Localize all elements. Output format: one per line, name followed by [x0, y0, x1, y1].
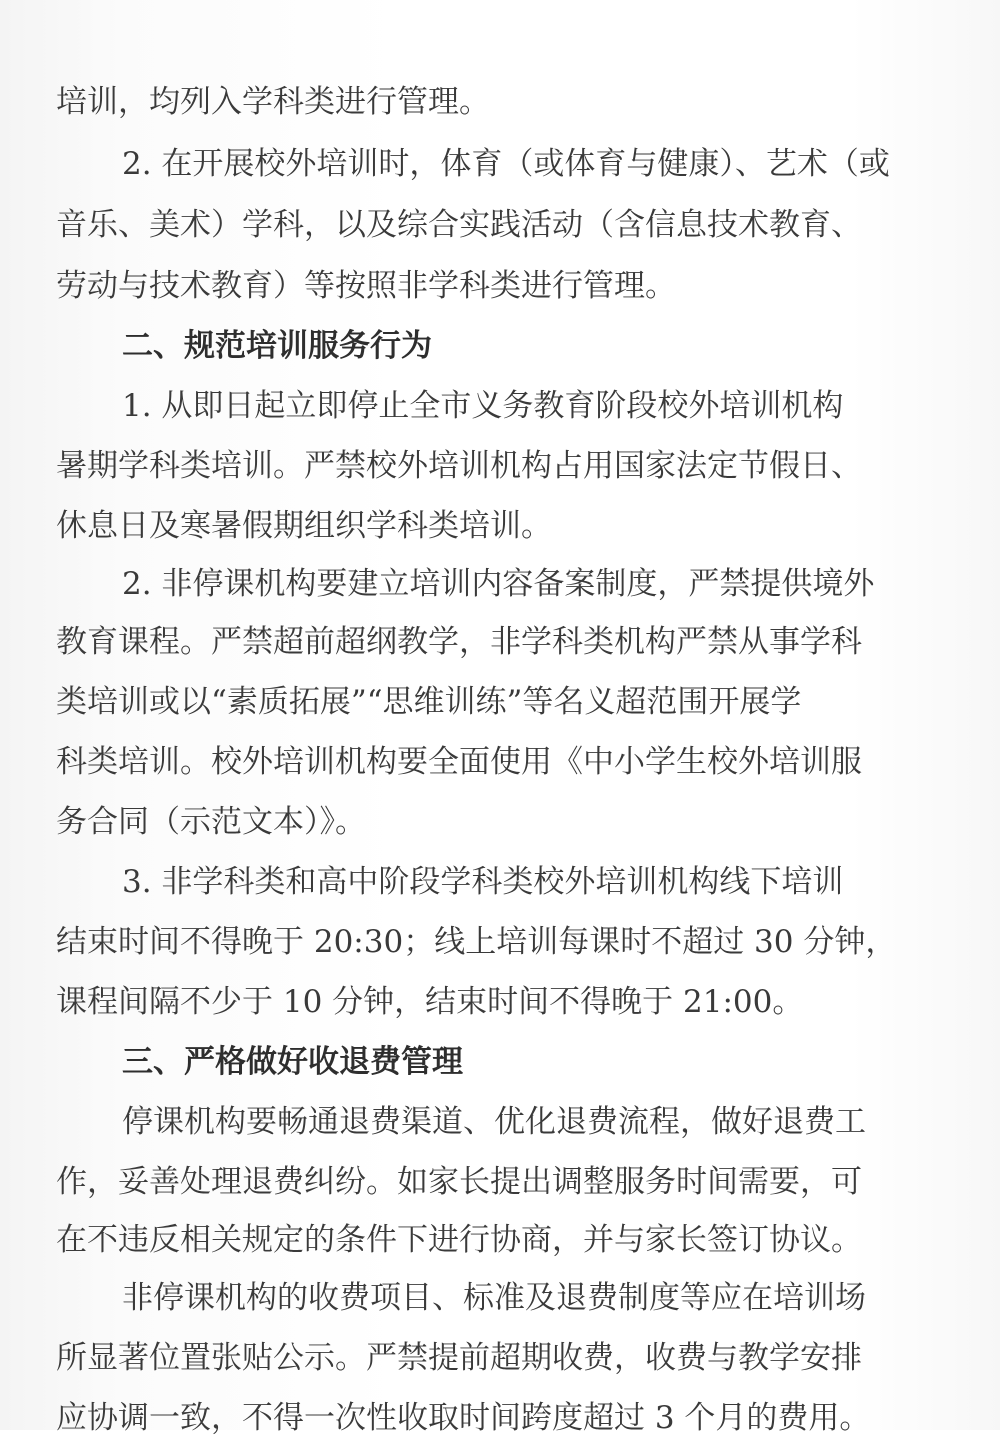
list-item-line: 2. 在开展校外培训时，体育（或体育与健康）、艺术（或 [122, 146, 890, 182]
paragraph-line: 科类培训。校外培训机构要全面使用《中小学生校外培训服 [56, 744, 862, 780]
paragraph-line: 音乐、美术）学科，以及综合实践活动（含信息技术教育、 [56, 207, 862, 243]
section-heading: 二、规范培训服务行为 [122, 328, 432, 364]
paragraph-line: 结束时间不得晚于 20:30；线上培训每课时不超过 30 分钟， [56, 924, 897, 960]
paragraph-line: 课程间隔不少于 10 分钟，结束时间不得晚于 21:00。 [56, 984, 804, 1020]
paragraph-line: 非停课机构的收费项目、标准及退费制度等应在培训场 [122, 1280, 866, 1316]
section-heading: 三、严格做好收退费管理 [122, 1044, 463, 1080]
paragraph-line: 休息日及寒暑假期组织学科类培训。 [56, 508, 552, 544]
paragraph-line: 停课机构要畅通退费渠道、优化退费流程，做好退费工 [122, 1104, 866, 1140]
paragraph-line: 暑期学科类培训。严禁校外培训机构占用国家法定节假日、 [56, 448, 862, 484]
paragraph-line: 类培训或以“素质拓展”“思维训练”等名义超范围开展学 [56, 684, 802, 720]
paragraph-line: 应协调一致，不得一次性收取时间跨度超过 3 个月的费用。 [56, 1400, 871, 1436]
paragraph-line: 教育课程。严禁超前超纲教学，非学科类机构严禁从事学科 [56, 624, 862, 660]
paragraph-line: 培训，均列入学科类进行管理。 [56, 84, 490, 120]
paragraph-line: 务合同（示范文本）》。 [56, 804, 366, 840]
paragraph-line: 所显著位置张贴公示。严禁提前超期收费，收费与教学安排 [56, 1340, 862, 1376]
list-item-line: 2. 非停课机构要建立培训内容备案制度，严禁提供境外 [122, 566, 875, 602]
list-item-line: 1. 从即日起立即停止全市义务教育阶段校外培训机构 [122, 388, 844, 424]
paragraph-line: 作，妥善处理退费纠纷。如家长提出调整服务时间需要，可 [56, 1164, 862, 1200]
paragraph-line: 在不违反相关规定的条件下进行协商，并与家长签订协议。 [56, 1222, 862, 1258]
paragraph-line: 劳动与技术教育）等按照非学科类进行管理。 [56, 268, 676, 304]
list-item-line: 3. 非学科类和高中阶段学科类校外培训机构线下培训 [122, 864, 844, 900]
